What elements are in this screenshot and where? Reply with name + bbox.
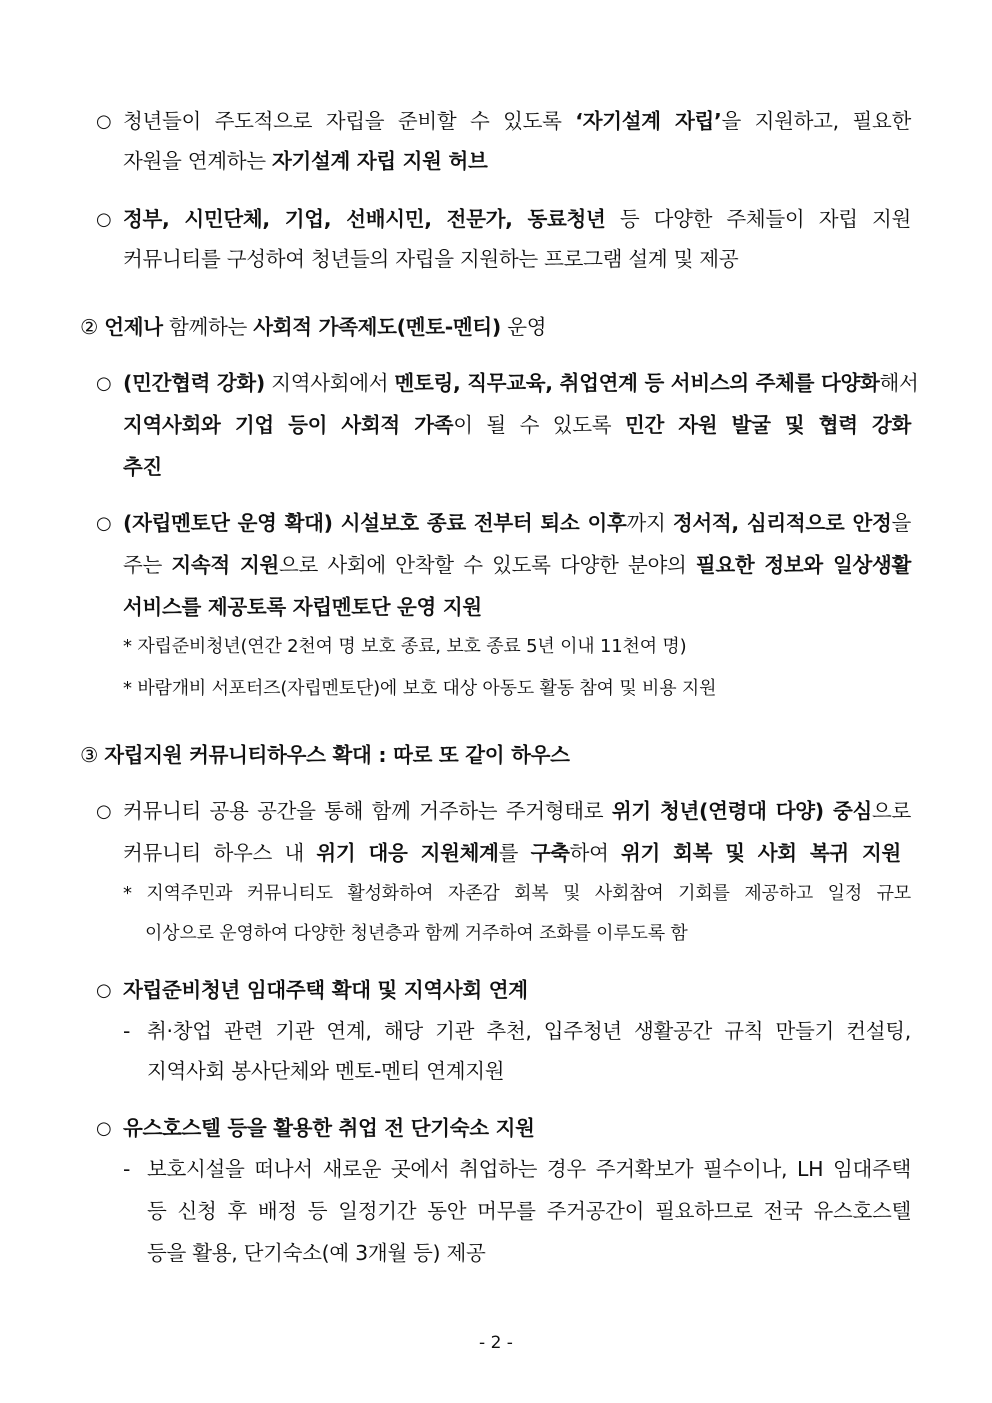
paragraph-line: 등 신청 후 배정 등 일정기간 동안 머무를 주거공간이 필요하므로 전국 유스호스텔	[147, 1199, 911, 1223]
text-run: 으로 사회에 안착할 수 있도록 다양한 분야의	[278, 553, 696, 577]
text-run: 함께하는	[162, 315, 254, 339]
bold-text-run: 사회적 가족제도(멘토-멘티)	[253, 315, 501, 339]
text-run: 하여	[569, 841, 622, 865]
bold-text-run: 서비스를 제공토록 자립멘토단 운영 지원	[123, 595, 482, 619]
paragraph-line	[123, 839, 901, 867]
paragraph-line: 취·창업 관련 기관 연계, 해당 기관 추천, 입주청년 생활공간 규칙 만들기 컨설팅,	[147, 1019, 911, 1043]
bold-text-run: 구축	[530, 841, 570, 865]
bold-text-run: 민간 자원 발굴 및 협력 강화	[624, 413, 912, 437]
text-run: 운영	[500, 315, 547, 339]
paragraph-line	[123, 411, 911, 439]
footnote: 이상으로 운영하여 다양한 청년층과 함께 거주하여 조화를 이루도록 함	[145, 923, 688, 944]
paragraph-line	[123, 797, 911, 825]
text-run: ②	[80, 315, 105, 339]
paragraph-line: 지역사회 봉사단체와 멘토-멘티 연계지원	[147, 1059, 505, 1083]
bold-text-run: 추진	[123, 455, 163, 479]
text-run: 청년들이 주도적으로 자립을 준비할 수 있도록	[123, 109, 576, 133]
bullet-circle: ○	[96, 513, 112, 534]
footnote: * 바람개비 서포터즈(자립멘토단)에 보호 대상 아동도 활동 참여 및 비용 지원	[123, 678, 717, 699]
text-run: 주는	[123, 553, 172, 577]
bold-text-run: 멘토링, 직무교육, 취업연계 등 서비스의 주체를 다양화	[394, 371, 880, 395]
paragraph-line	[123, 245, 738, 273]
paragraph-line	[123, 147, 488, 175]
text-run: 이 될 수 있도록	[453, 413, 625, 437]
bullet-circle: ○	[96, 209, 112, 230]
page-number: - 2 -	[479, 1333, 513, 1353]
bold-text-run: 정부, 시민단체, 기업, 선배시민, 전문가, 동료청년	[123, 207, 606, 231]
text-run: 으로	[871, 799, 911, 823]
paragraph-line	[123, 593, 482, 621]
item-title: 유스호스텔 등을 활용한 취업 전 단기숙소 지원	[123, 1116, 535, 1140]
footnote: * 자립준비청년(연간 2천여 명 보호 종료, 보호 종료 5년 이내 11천여 명)	[123, 636, 687, 657]
text-run: 커뮤니티 공용 공간을 통해 함께 거주하는 주거형태로	[123, 799, 612, 823]
text-run: 까지	[626, 511, 673, 535]
bullet-circle: ○	[96, 801, 112, 822]
bullet-circle: ○	[96, 373, 112, 394]
bold-text-run: 위기 대응 지원체계	[316, 841, 499, 865]
text-run: 지역사회에서	[265, 371, 395, 395]
bold-text-run: 정서적, 심리적으로 안정	[672, 511, 892, 535]
section-heading	[80, 741, 570, 769]
paragraph-line	[123, 107, 911, 135]
footnote: * 지역주민과 커뮤니티도 활성화하여 자존감 회복 및 사회참여 기회를 제공하고 일정 규모	[123, 883, 911, 904]
dash-marker: -	[123, 1019, 131, 1043]
bold-text-run: 자립지원 커뮤니티하우스 확대 : 따로 또 같이 하우스	[104, 743, 570, 767]
bullet-circle: ○	[96, 980, 112, 1001]
bold-text-run: (자립멘토단 운영 확대) 시설보호 종료 전부터 퇴소 이후	[123, 511, 627, 535]
bold-text-run: (민간협력 강화)	[123, 371, 265, 395]
dash-marker: -	[123, 1157, 131, 1181]
bold-text-run: 지역사회와 기업 등이 사회적 가족	[123, 413, 454, 437]
text-run: 커뮤니티를 구성하여 청년들의 자립을 지원하는 프로그램 설계 및 제공	[123, 247, 739, 271]
bold-text-run: ‘자기설계 자립’	[575, 109, 722, 133]
text-run: 커뮤니티 하우스 내	[123, 841, 317, 865]
bold-text-run: 위기 회복 및 사회 복귀 지원	[621, 841, 901, 865]
paragraph-line	[123, 509, 911, 537]
paragraph-line	[123, 205, 911, 233]
item-title: 자립준비청년 임대주택 확대 및 지역사회 연계	[123, 978, 528, 1002]
section-heading	[80, 313, 546, 341]
paragraph-line	[123, 453, 162, 481]
text-run: 해서	[879, 371, 919, 395]
text-run: 을	[891, 511, 911, 535]
bullet-circle: ○	[96, 1118, 112, 1139]
paragraph-line	[123, 369, 919, 397]
paragraph-line: 보호시설을 떠나서 새로운 곳에서 취업하는 경우 주거확보가 필수이나, LH 임대주택	[147, 1157, 911, 1181]
text-run: 등 다양한 주체들이 자립 지원	[605, 207, 911, 231]
bullet-circle: ○	[96, 111, 112, 132]
paragraph-line	[123, 551, 911, 579]
bold-text-run: 언제나	[104, 315, 163, 339]
paragraph-line: 등을 활용, 단기숙소(예 3개월 등) 제공	[147, 1241, 486, 1265]
text-run: 자원을 연계하는	[123, 149, 272, 173]
text-run: 을 지원하고, 필요한	[721, 109, 911, 133]
bold-text-run: 위기 청년(연령대 다양) 중심	[611, 799, 872, 823]
bold-text-run: 필요한 정보와 일상생활	[695, 553, 911, 577]
bold-text-run: 자기설계 자립 지원 허브	[271, 149, 488, 173]
bold-text-run: 지속적 지원	[171, 553, 279, 577]
text-run: ③	[80, 743, 105, 767]
text-run: 를	[498, 841, 531, 865]
